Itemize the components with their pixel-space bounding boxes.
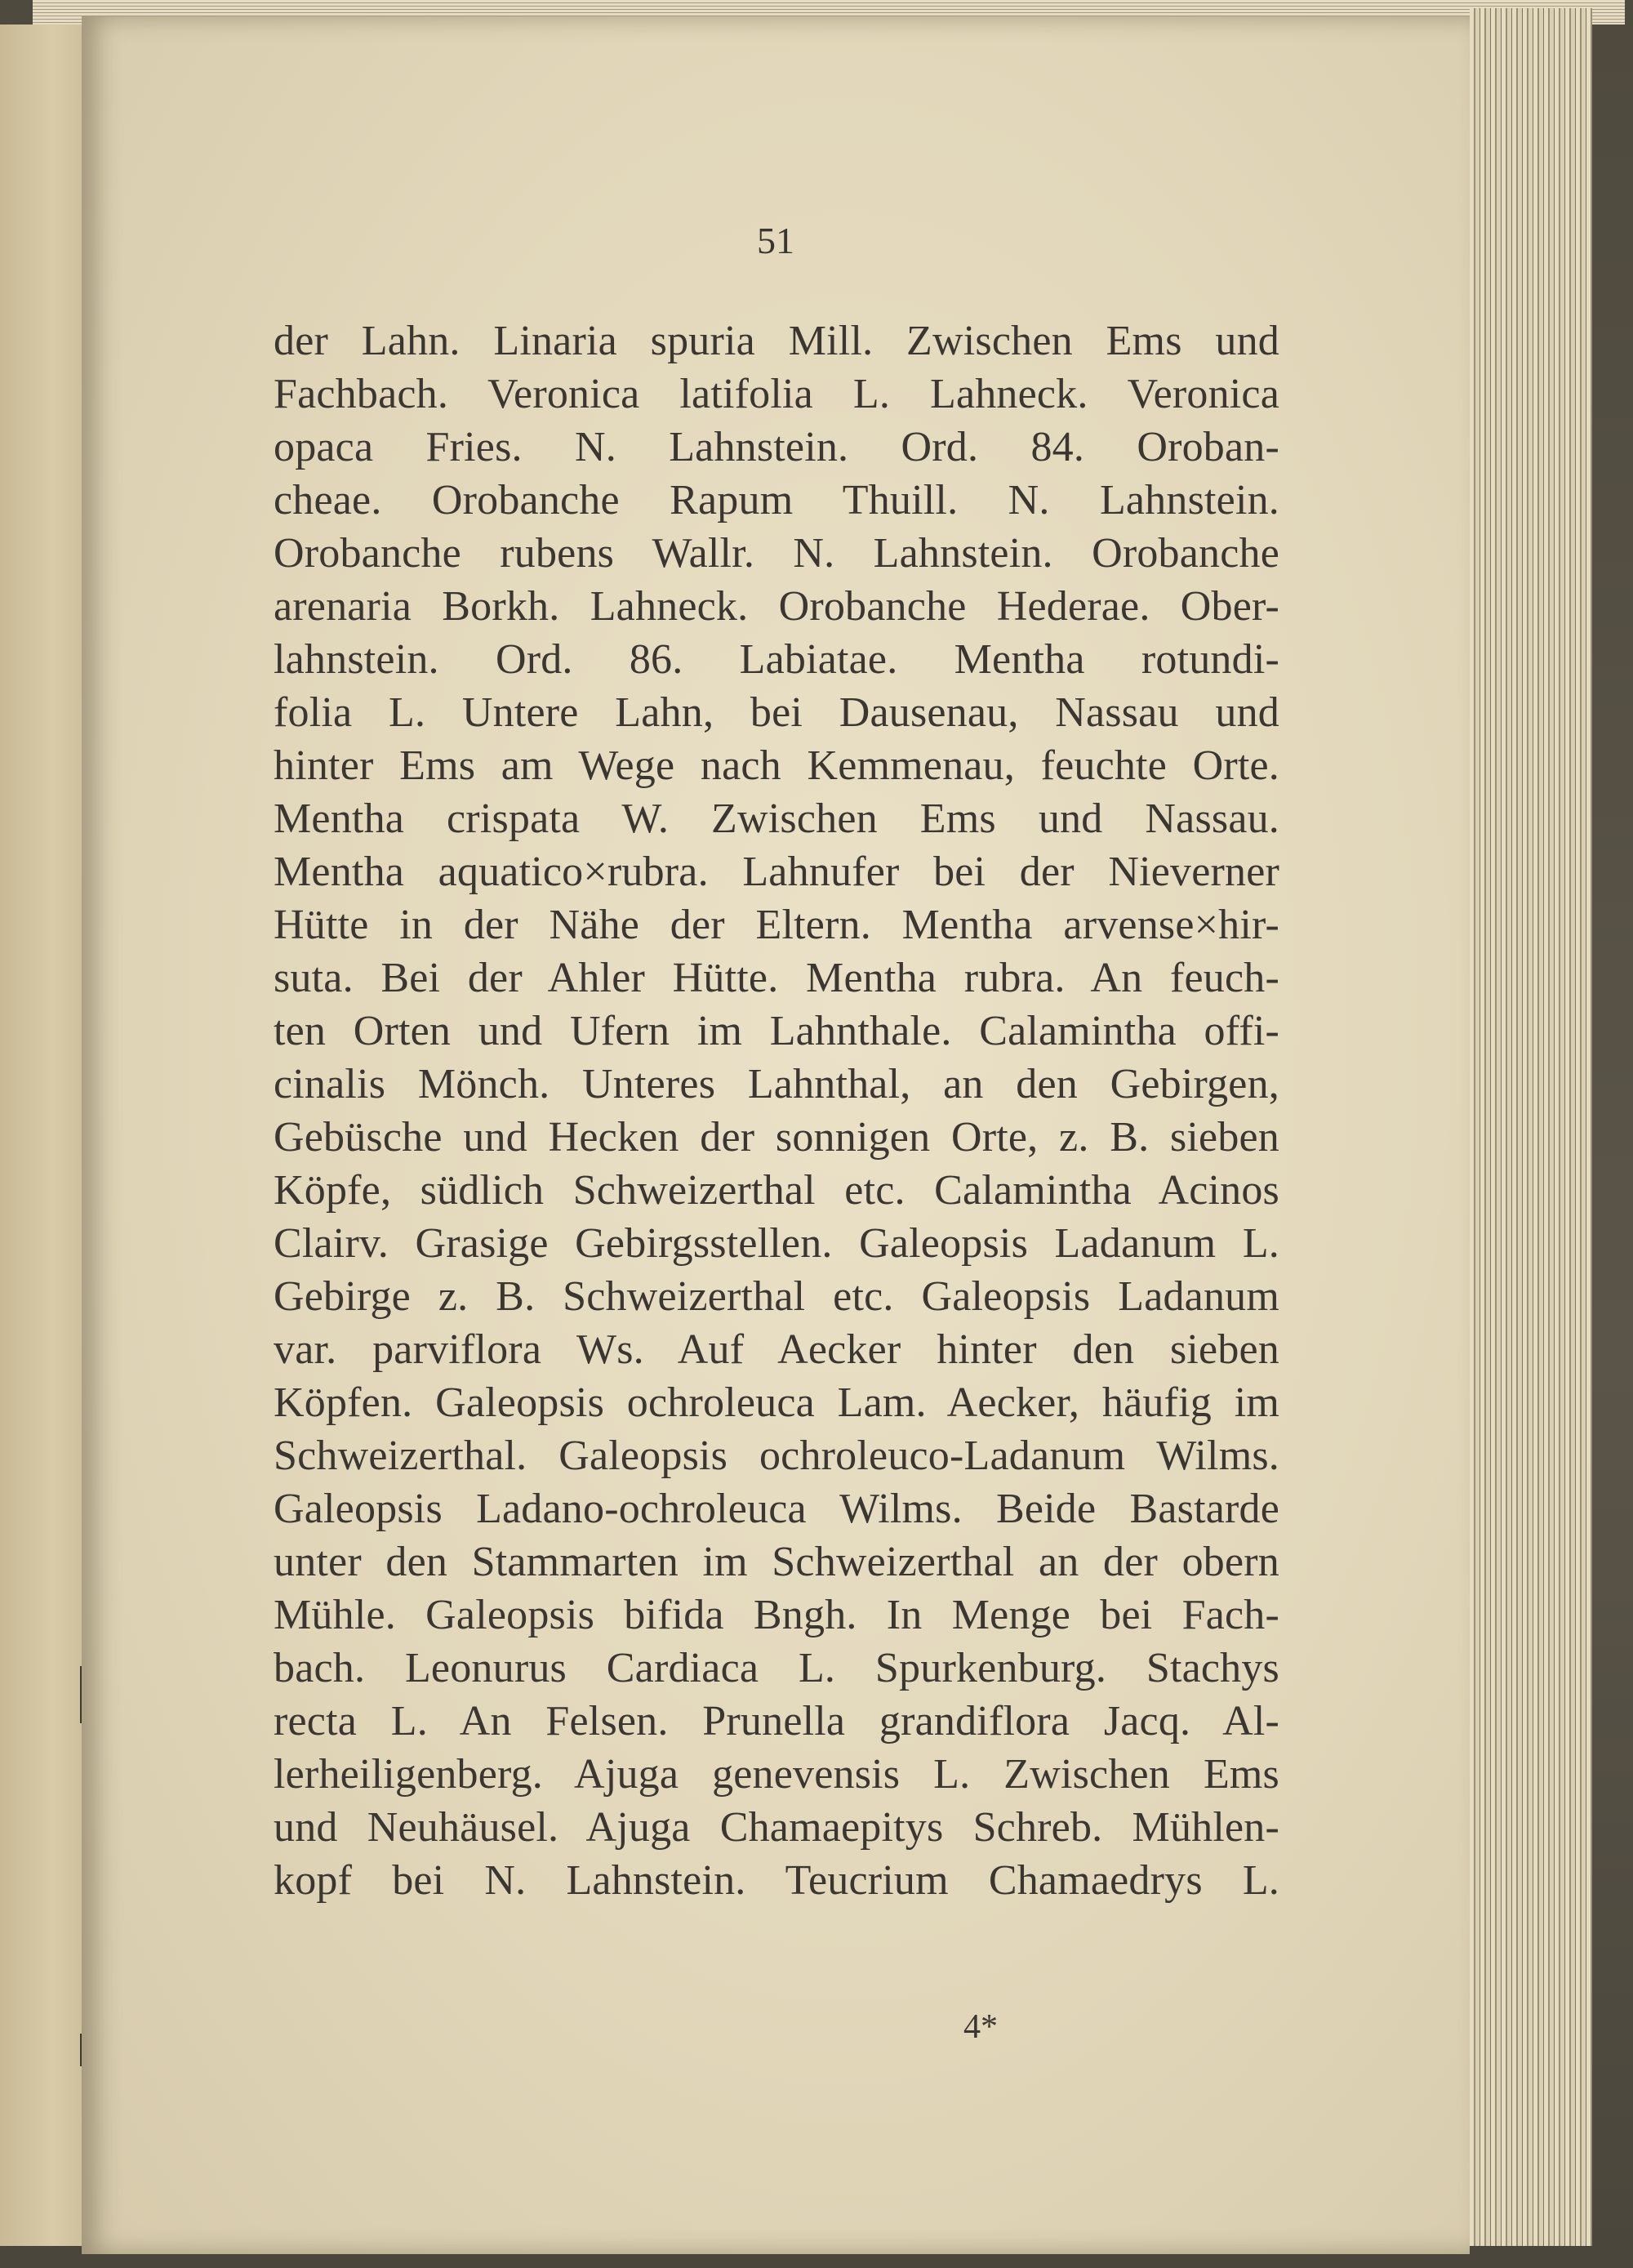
signature-mark: 4*: [963, 2008, 998, 2046]
text-line: Mühle. Galeopsis bifida Bngh. In Menge bei Fach-: [274, 1592, 1279, 1638]
text-line: hinter Ems am Wege nach Kemmenau, feuchte Orte.: [274, 742, 1279, 789]
text-line: unter den Stammarten im Schweizerthal an der obern: [274, 1539, 1279, 1585]
text-line: Clairv. Grasige Gebirgsstellen. Galeopsis Ladanum L.: [274, 1220, 1279, 1267]
text-line: Fachbach. Veronica latifolia L. Lahneck. Veronica: [274, 371, 1279, 417]
text-line: Gebirge z. B. Schweizerthal etc. Galeopsis Ladanum: [274, 1273, 1279, 1320]
text-line: arenaria Borkh. Lahneck. Orobanche Hederae. Ober-: [274, 583, 1279, 630]
text-line: Orobanche rubens Wallr. N. Lahnstein. Orobanche: [274, 530, 1279, 577]
text-line: lahnstein. Ord. 86. Labiatae. Mentha rotundi-: [274, 636, 1279, 683]
text-line: lerheiligenberg. Ajuga genevensis L. Zwischen Ems: [274, 1751, 1279, 1798]
page-edges-right: [1470, 8, 1592, 2246]
page-number: 51: [757, 220, 794, 261]
text-line: cheae. Orobanche Rapum Thuill. N. Lahnstein.: [274, 477, 1279, 524]
text-line: opaca Fries. N. Lahnstein. Ord. 84. Oroban-: [274, 424, 1279, 470]
text-line: der Lahn. Linaria spuria Mill. Zwischen Ems und: [274, 318, 1279, 364]
text-line: suta. Bei der Ahler Hütte. Mentha rubra. An feuch-: [274, 955, 1279, 1001]
text-line: kopf bei N. Lahnstein. Teucrium Chamaedrys L.: [274, 1857, 1279, 1904]
text-line: Köpfen. Galeopsis ochroleuca Lam. Aecker, häufig im: [274, 1379, 1279, 1426]
text-line: bach. Leonurus Cardiaca L. Spurkenburg. Stachys: [274, 1645, 1279, 1691]
left-page-edge: [0, 25, 93, 2246]
text-line: recta L. An Felsen. Prunella grandiflora Jacq. Al-: [274, 1698, 1279, 1744]
text-line: und Neuhäusel. Ajuga Chamaepitys Schreb. Mühlen-: [274, 1804, 1279, 1851]
text-line: cinalis Mönch. Unteres Lahnthal, an den Gebirgen,: [274, 1061, 1279, 1107]
text-line: Mentha crispata W. Zwischen Ems und Nassau.: [274, 795, 1279, 842]
text-line: Köpfe, südlich Schweizerthal etc. Calamintha Acinos: [274, 1167, 1279, 1214]
text-line: var. parviflora Ws. Auf Aecker hinter den sieben: [274, 1326, 1279, 1373]
text-line: Gebüsche und Hecken der sonnigen Orte, z. B. sieben: [274, 1114, 1279, 1161]
text-line: folia L. Untere Lahn, bei Dausenau, Nassau und: [274, 689, 1279, 736]
text-line: Mentha aquatico×rubra. Lahnufer bei der Nieverner: [274, 849, 1279, 895]
text-line: Galeopsis Ladano-ochroleuca Wilms. Beide Bastarde: [274, 1486, 1279, 1532]
text-line: Hütte in der Nähe der Eltern. Mentha arvense×hir-: [274, 902, 1279, 948]
text-line: ten Orten und Ufern im Lahnthale. Calamintha offi-: [274, 1008, 1279, 1054]
text-line: Schweizerthal. Galeopsis ochroleuco-Ladanum Wilms.: [274, 1433, 1279, 1479]
body-text: [274, 314, 1279, 1907]
